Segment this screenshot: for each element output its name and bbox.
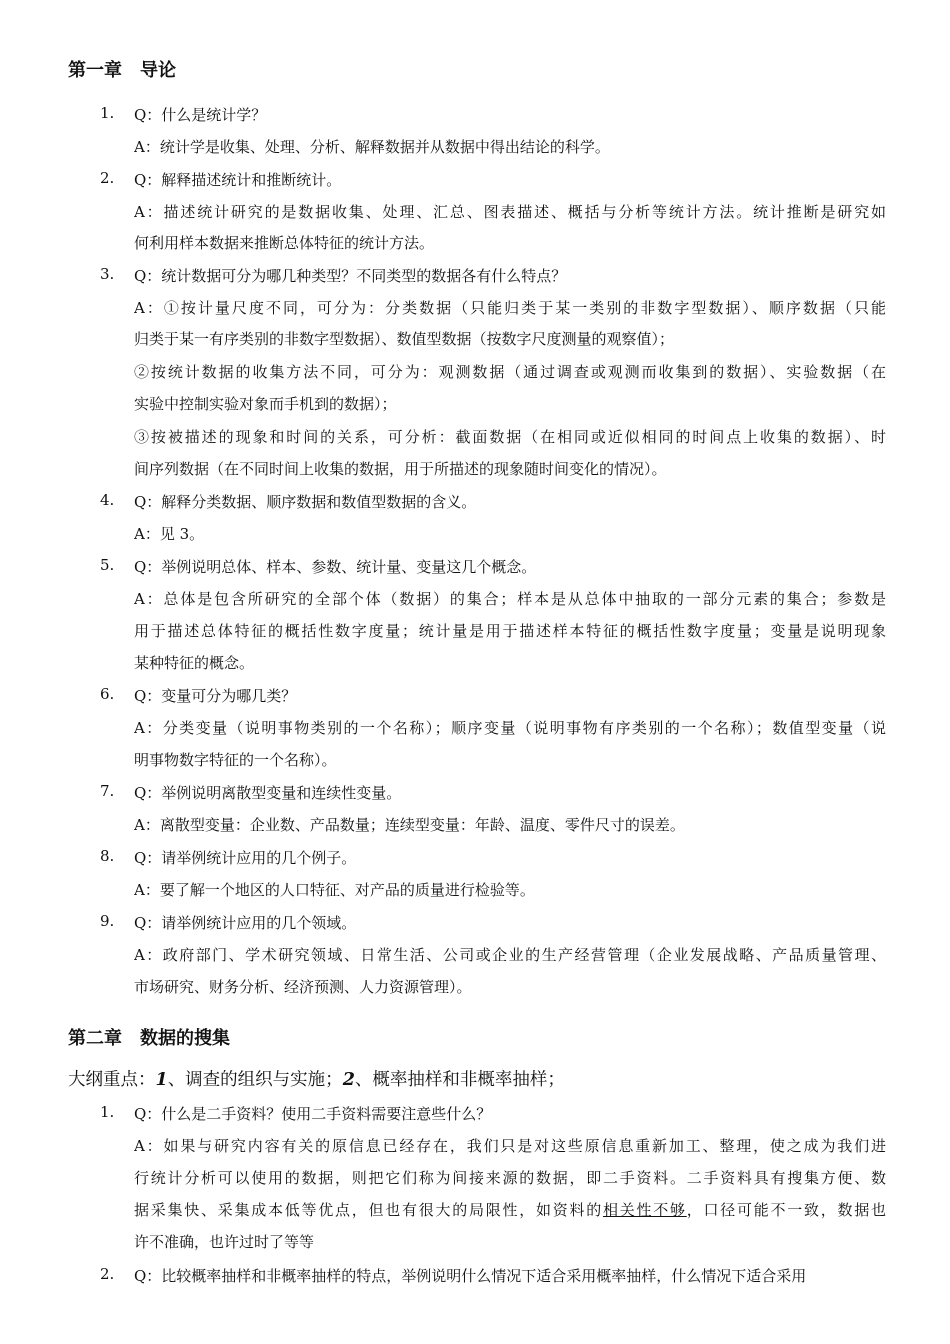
question: Q：请举例统计应用的几个领域。 [134, 914, 357, 932]
syllabus-prefix: 大纲重点： [68, 1070, 156, 1090]
answer-line: 归类于某一有序类别的非数字型数据）、数值型数据（按数字尺度测量的观察值）； [134, 330, 675, 348]
question: Q：什么是二手资料？使用二手资料需要注意些什么？ [134, 1105, 492, 1123]
question: Q：解释描述统计和推断统计。 [134, 171, 342, 189]
item-number: 1. [100, 104, 115, 122]
answer-line: A：如果与研究内容有关的原信息已经存在，我们只是对这些原信息重新加工、整理，使之成为我们进 [134, 1137, 886, 1155]
question: Q：举例说明总体、样本、参数、统计量、变量这几个概念。 [134, 558, 537, 576]
answer-line: 何利用样本数据来推断总体特征的统计方法。 [134, 234, 435, 252]
item-number: 7. [100, 782, 115, 800]
item-number: 9. [100, 912, 115, 930]
underlined-phrase: 相关性不够 [602, 1201, 687, 1219]
answer-line: A：要了解一个地区的人口特征、对产品的质量进行检验等。 [134, 881, 535, 899]
answer-line: 某种特征的概念。 [134, 654, 255, 672]
answer-line: 明事物数字特征的一个名称）。 [134, 751, 337, 769]
item-number: 1. [100, 1103, 115, 1121]
answer-line: A：离散型变量：企业数、产品数量；连续型变量：年龄、温度、零件尺寸的误差。 [134, 816, 685, 834]
syllabus-number-2: 2 [342, 1070, 355, 1090]
answer-line: A：总体是包含所研究的全部个体（数据）的集合；样本是从总体中抽取的一部分元素的集合；参数是 [134, 590, 886, 608]
syllabus-point-1: 、调查的组织与实施； [167, 1070, 343, 1090]
syllabus-point-2: 、概率抽样和非概率抽样； [354, 1070, 565, 1090]
answer-line: A：①按计量尺度不同，可分为：分类数据（只能归类于某一类别的非数字型数据）、顺序数据（只能 [134, 299, 886, 317]
answer-line: ②按统计数据的收集方法不同，可分为：观测数据（通过调查或观测而收集到的数据）、实验数据（在 [134, 363, 886, 381]
item-number: 4. [100, 491, 115, 509]
item-number: 6. [100, 685, 115, 703]
answer-line: 许不准确，也许过时了等等 [134, 1233, 315, 1251]
syllabus-key-points [68, 1066, 565, 1091]
chapter-2-title: 第二章 数据的搜集 [68, 1028, 230, 1049]
answer-line: A：统计学是收集、处理、分析、解释数据并从数据中得出结论的科学。 [134, 138, 610, 156]
question: Q：什么是统计学？ [134, 106, 267, 124]
question: Q：解释分类数据、顺序数据和数值型数据的含义。 [134, 493, 477, 511]
answer-line: A：分类变量（说明事物类别的一个名称）；顺序变量（说明事物有序类别的一个名称）；数值型变量（说 [134, 719, 886, 737]
answer-text: ，口径可能不一致，数据也 [686, 1201, 886, 1219]
answer-line: A：政府部门、学术研究领域、日常生活、公司或企业的生产经营管理（企业发展战略、产品质量管理、 [134, 946, 886, 964]
item-number: 2. [100, 169, 115, 187]
question: Q：比较概率抽样和非概率抽样的特点，举例说明什么情况下适合采用概率抽样，什么情况下适合采用 [134, 1267, 807, 1285]
answer-text: 据采集快、采集成本低等优点，但也有很大的局限性，如资料的 [134, 1201, 603, 1219]
answer-line [134, 1199, 886, 1220]
item-number: 2. [100, 1265, 115, 1283]
answer-line: 市场研究、财务分析、经济预测、人力资源管理）。 [134, 978, 472, 996]
item-number: 5. [100, 556, 115, 574]
answer-line: 实验中控制实验对象而手机到的数据）； [134, 395, 397, 413]
question: Q：变量可分为哪几类？ [134, 687, 297, 705]
answer-line: A：描述统计研究的是数据收集、处理、汇总、图表描述、概括与分析等统计方法。统计推断是研究如 [134, 203, 886, 221]
answer-line: 用于描述总体特征的概括性数字度量；统计量是用于描述样本特征的概括性数字度量；变量是说明现象 [134, 622, 886, 640]
answer-line: 行统计分析可以使用的数据，则把它们称为间接来源的数据，即二手资料。二手资料具有搜集方便、数 [134, 1169, 886, 1187]
item-number: 8. [100, 847, 115, 865]
item-number: 3. [100, 265, 115, 283]
question: Q：统计数据可分为哪几种类型？不同类型的数据各有什么特点？ [134, 267, 567, 285]
question: Q：请举例统计应用的几个例子。 [134, 849, 357, 867]
answer-line: ③按被描述的现象和时间的关系，可分析：截面数据（在相同或近似相同的时间点上收集的数据）、时 [134, 428, 886, 446]
syllabus-number-1: 1 [155, 1070, 168, 1090]
chapter-1-title: 第一章 导论 [68, 60, 176, 81]
answer-line: 间序列数据（在不同时间上收集的数据，用于所描述的现象随时间变化的情况）。 [134, 460, 667, 478]
question: Q：举例说明离散型变量和连续性变量。 [134, 784, 402, 802]
answer-line: A：见 3。 [134, 525, 205, 543]
